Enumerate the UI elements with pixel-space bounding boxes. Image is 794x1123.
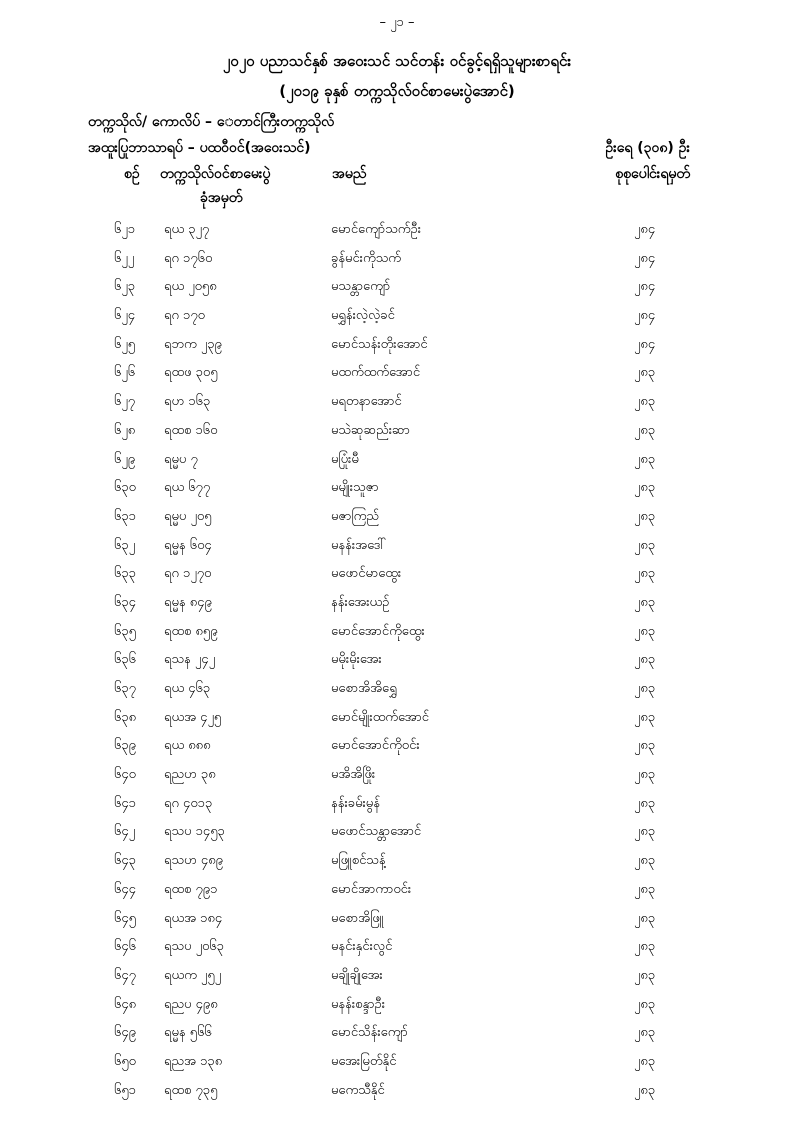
roll-number: ရယက ၂၅၂ xyxy=(164,967,222,983)
total-marks: ၂၈၃ xyxy=(634,881,656,897)
total-marks: ၂၈၃ xyxy=(634,853,656,869)
row-number: ၆၂၅ xyxy=(114,336,136,352)
student-name: မဖြူစင်သန့် xyxy=(331,853,386,869)
roll-number: ရထဖ ၃၀၅ xyxy=(164,365,218,381)
total-marks: ၂၈၃ xyxy=(634,709,656,725)
table-row xyxy=(0,934,794,963)
table-row xyxy=(0,217,794,246)
table-row xyxy=(0,274,794,303)
student-name: မနင်းနှင်းလွင် xyxy=(331,939,393,955)
university-line: တက္ကသိုလ်/ ကောလိပ် – ‌ေတာင်ကြီးတက္ကသိုလ် xyxy=(88,114,335,130)
row-number: ၆၃၄ xyxy=(114,594,136,610)
major-line: အထူးပြုဘာသာရပ် – ပထဝီဝင်(အဝေးသင်) xyxy=(88,140,311,156)
table-row xyxy=(0,533,794,562)
row-number: ၆၂၉ xyxy=(114,451,136,467)
document-title: ၂၀၂၀ ပညာသင်နှစ် အဝေးသင် သင်တန်း ဝင်ခွင့်ရရှိသူများစာရင်း xyxy=(222,52,572,70)
table-row xyxy=(0,475,794,504)
roll-number: ရညအ ၁၃၈ xyxy=(164,1053,223,1069)
student-name: မောင်အောင်ကိုထွေး xyxy=(331,623,425,639)
table-row xyxy=(0,1020,794,1049)
row-number: ၆၂၆ xyxy=(114,365,136,381)
roll-number: ရညပ ၄၉၈ xyxy=(164,996,218,1012)
row-number: ၆၄၂ xyxy=(114,824,136,840)
roll-number: ရထစ ၇၃၅ xyxy=(164,1082,218,1098)
row-number: ၆၂၈ xyxy=(114,422,136,438)
table-row xyxy=(0,963,794,992)
row-number: ၆၄၃ xyxy=(114,853,136,869)
roll-number: ရထစ ၁၆၀ xyxy=(164,422,218,438)
roll-number: ရဂ ၁၂၇၀ xyxy=(164,566,212,582)
table-row xyxy=(0,906,794,935)
table-row xyxy=(0,389,794,418)
student-name: ခွန်မင်းကိုသက် xyxy=(331,250,401,266)
row-number: ၆၄၁ xyxy=(114,795,136,811)
total-marks: ၂၈၃ xyxy=(634,623,656,639)
total-marks: ၂၈၄ xyxy=(634,336,656,352)
table-row xyxy=(0,418,794,447)
table-row xyxy=(0,1049,794,1078)
student-name: မောင်အာကာဝင်း xyxy=(331,881,412,897)
column-header-no: စဉ် xyxy=(124,166,140,182)
row-number: ၆၃၃ xyxy=(114,566,136,582)
table-row xyxy=(0,332,794,361)
student-name: နန်းအေးယဉ် xyxy=(331,594,390,610)
table-row xyxy=(0,733,794,762)
total-marks: ၂၈၃ xyxy=(634,537,656,553)
row-number: ၆၂၂ xyxy=(114,250,135,266)
row-number: ၆၄၀ xyxy=(114,767,136,783)
row-number: ၆၅၁ xyxy=(114,1082,136,1098)
total-marks: ၂၈၃ xyxy=(634,365,656,381)
roll-number: ရယ ၂၀၅၈ xyxy=(164,279,217,295)
student-name: မနန်းစန္ဒာဦး xyxy=(331,996,386,1012)
student-name: မအေးမြတ်နိုင် xyxy=(331,1053,397,1069)
student-name: မဖောင်သန္တာအောင် xyxy=(331,824,422,840)
table-row xyxy=(0,303,794,332)
roll-number: ရမ္မန ၅၆၆ xyxy=(164,1025,212,1041)
table-row xyxy=(0,504,794,533)
student-name: မောင်မျိုးထက်အောင် xyxy=(331,709,430,725)
row-number: ၆၄၉ xyxy=(114,1025,136,1041)
total-marks: ၂၈၃ xyxy=(634,594,656,610)
student-name: မမျိုးသူဇာ xyxy=(331,480,379,496)
student-name: မစောအိဖြူ xyxy=(331,910,384,926)
roll-number: ရသပ ၂၀၆၃ xyxy=(164,939,224,955)
total-marks: ၂၈၃ xyxy=(634,738,656,754)
roll-number: ရသန ၂၄၂ xyxy=(164,652,215,668)
total-marks: ၂၈၃ xyxy=(634,480,656,496)
row-number: ၆၅၀ xyxy=(114,1053,136,1069)
table-row xyxy=(0,705,794,734)
total-marks: ၂၈၄ xyxy=(634,222,656,237)
roll-number: ရသပ ၁၄၅၃ xyxy=(164,824,225,840)
roll-number: ရမ္မန ၈၄၉ xyxy=(164,594,212,610)
student-name: မနန်းအဒေါ် xyxy=(331,537,387,553)
table-row xyxy=(0,676,794,705)
total-marks: ၂၈၃ xyxy=(634,939,656,955)
row-number: ၆၂၃ xyxy=(114,279,136,295)
row-number: ၆၃၉ xyxy=(114,738,136,754)
table-row xyxy=(0,590,794,619)
total-marks: ၂၈၃ xyxy=(634,1053,656,1069)
row-number: ၆၄၈ xyxy=(114,996,137,1012)
table-row xyxy=(0,561,794,590)
student-name: မရွှန်းလဲ့လဲ့ခင် xyxy=(331,308,395,324)
total-count: ဦးရေ (၃၀၈) ဦး xyxy=(605,140,690,156)
student-name: မပြုံးမီ xyxy=(331,451,359,467)
student-name: မမိုးမိုးအေး xyxy=(331,652,382,668)
row-number: ၆၃၀ xyxy=(114,480,136,496)
student-name: မကေသီနိုင် xyxy=(331,1082,385,1098)
total-marks: ၂၈၃ xyxy=(634,824,656,840)
roll-number: ရယ ၈၈၈ xyxy=(164,738,211,754)
document-subtitle: (၂၀၁၉ ခုနှစ် တက္ကသိုလ်ဝင်စာမေးပွဲအောင်) xyxy=(279,82,515,100)
row-number: ၆၃၂ xyxy=(114,537,136,553)
roll-number: ရမ္မန ၆၀၄ xyxy=(164,537,212,553)
total-marks: ၂၈၃ xyxy=(634,967,656,983)
student-name: မရတနာအောင် xyxy=(331,394,402,410)
roll-number: ရယ ၄၆၃ xyxy=(164,681,211,696)
row-number: ၆၄၆ xyxy=(114,939,136,955)
total-marks: ၂၈၄ xyxy=(634,279,656,295)
roll-number: ရဘက ၂၃၉ xyxy=(164,336,222,352)
roll-number: ရထစ ၈၅၉ xyxy=(164,623,218,639)
student-name: မဖောင်မာထွေး xyxy=(331,566,402,582)
table-row xyxy=(0,877,794,906)
student-name: မောင်သန်းတိုးအောင် xyxy=(331,336,428,352)
roll-number: ရဂ ၁၇၀ xyxy=(164,308,205,324)
row-number: ၆၃၆ xyxy=(114,652,136,668)
student-name: မအိအိဖြိုး xyxy=(331,767,376,783)
total-marks: ၂၈၄ xyxy=(634,250,656,266)
column-header-roll-line2: ခုံအမှတ် xyxy=(200,190,243,206)
total-marks: ၂၈၃ xyxy=(634,566,656,582)
column-header-name: အမည် xyxy=(332,166,367,182)
student-name: မစောအိအိရွှေ xyxy=(331,681,397,696)
total-marks: ၂၈၃ xyxy=(634,681,656,696)
roll-number: ရမ္မပ ၂၀၅ xyxy=(164,508,212,524)
roll-number: ရယအ ၄၂၅ xyxy=(164,709,222,725)
row-number: ၆၂၇ xyxy=(114,394,136,410)
roll-number: ရမ္မပ ၇ xyxy=(164,451,198,467)
student-name: မချိုချိုအေး xyxy=(331,967,383,983)
total-marks: ၂၈၃ xyxy=(634,394,656,410)
total-marks: ၂၈၃ xyxy=(634,767,656,783)
column-header-marks: စုစုပေါင်းရမှတ် xyxy=(615,166,690,182)
total-marks: ၂၈၄ xyxy=(634,308,656,324)
table-row xyxy=(0,791,794,820)
student-name: မောင်ကျော်သက်ဦး xyxy=(331,222,422,237)
row-number: ၆၃၈ xyxy=(114,709,137,725)
table-row xyxy=(0,360,794,389)
table-row xyxy=(0,848,794,877)
roll-number: ရယ ၆၇၇ xyxy=(164,480,211,496)
roll-number: ရသဟ ၄၈၉ xyxy=(164,853,223,869)
total-marks: ၂၈၃ xyxy=(634,795,656,811)
row-number: ၆၄၄ xyxy=(114,881,136,897)
row-number: ၆၃၁ xyxy=(114,508,136,524)
row-number: ၆၄၅ xyxy=(114,910,136,926)
results-table xyxy=(0,217,794,1106)
table-row xyxy=(0,762,794,791)
student-name: မသန္တာကျော် xyxy=(331,279,391,295)
total-marks: ၂၈၃ xyxy=(634,508,656,524)
student-name: မောင်အောင်ကိုဝင်း xyxy=(331,738,420,754)
row-number: ၆၃၇ xyxy=(114,681,136,696)
total-marks: ၂၈၃ xyxy=(634,451,656,467)
table-row xyxy=(0,647,794,676)
total-marks: ၂၈၃ xyxy=(634,1025,656,1041)
page-number: – ၂၁ – xyxy=(379,15,415,30)
row-number: ၆၄၇ xyxy=(114,967,136,983)
total-marks: ၂၈၃ xyxy=(634,910,656,926)
table-row xyxy=(0,819,794,848)
roll-number: ရယအ ၁၈၄ xyxy=(164,910,223,926)
table-row xyxy=(0,447,794,476)
total-marks: ၂၈၃ xyxy=(634,996,656,1012)
roll-number: ရဟ ၁၆၃ xyxy=(164,394,211,410)
row-number: ၆၃၅ xyxy=(114,623,136,639)
roll-number: ရထစ ၇၉၁ xyxy=(164,881,218,897)
roll-number: ရညဟ ၃၈ xyxy=(164,767,216,783)
table-row xyxy=(0,246,794,275)
total-marks: ၂၈၃ xyxy=(634,1082,656,1098)
row-number: ၆၂၁ xyxy=(114,222,136,237)
total-marks: ၂၈၃ xyxy=(634,422,656,438)
column-header-roll: တက္ကသိုလ်ဝင်စာမေးပွဲ xyxy=(160,166,271,182)
row-number: ၆၂၄ xyxy=(114,308,136,324)
table-row xyxy=(0,619,794,648)
table-row xyxy=(0,992,794,1021)
student-name: မောင်သိန်းကျော် xyxy=(331,1025,408,1041)
student-name: နန်းခမ်းမွန် xyxy=(331,795,380,811)
student-name: မသဲဆုဆည်းဆာ xyxy=(331,422,410,438)
roll-number: ရဂ ၄၀၁၃ xyxy=(164,795,213,811)
student-name: မဇာကြည် xyxy=(331,508,379,524)
roll-number: ရယ ၃၂၇ xyxy=(164,222,210,237)
student-name: မထက်ထက်အောင် xyxy=(331,365,421,381)
table-row xyxy=(0,1078,794,1107)
roll-number: ရဂ ၁၇၆၀ xyxy=(164,250,213,266)
total-marks: ၂၈၃ xyxy=(634,652,656,668)
